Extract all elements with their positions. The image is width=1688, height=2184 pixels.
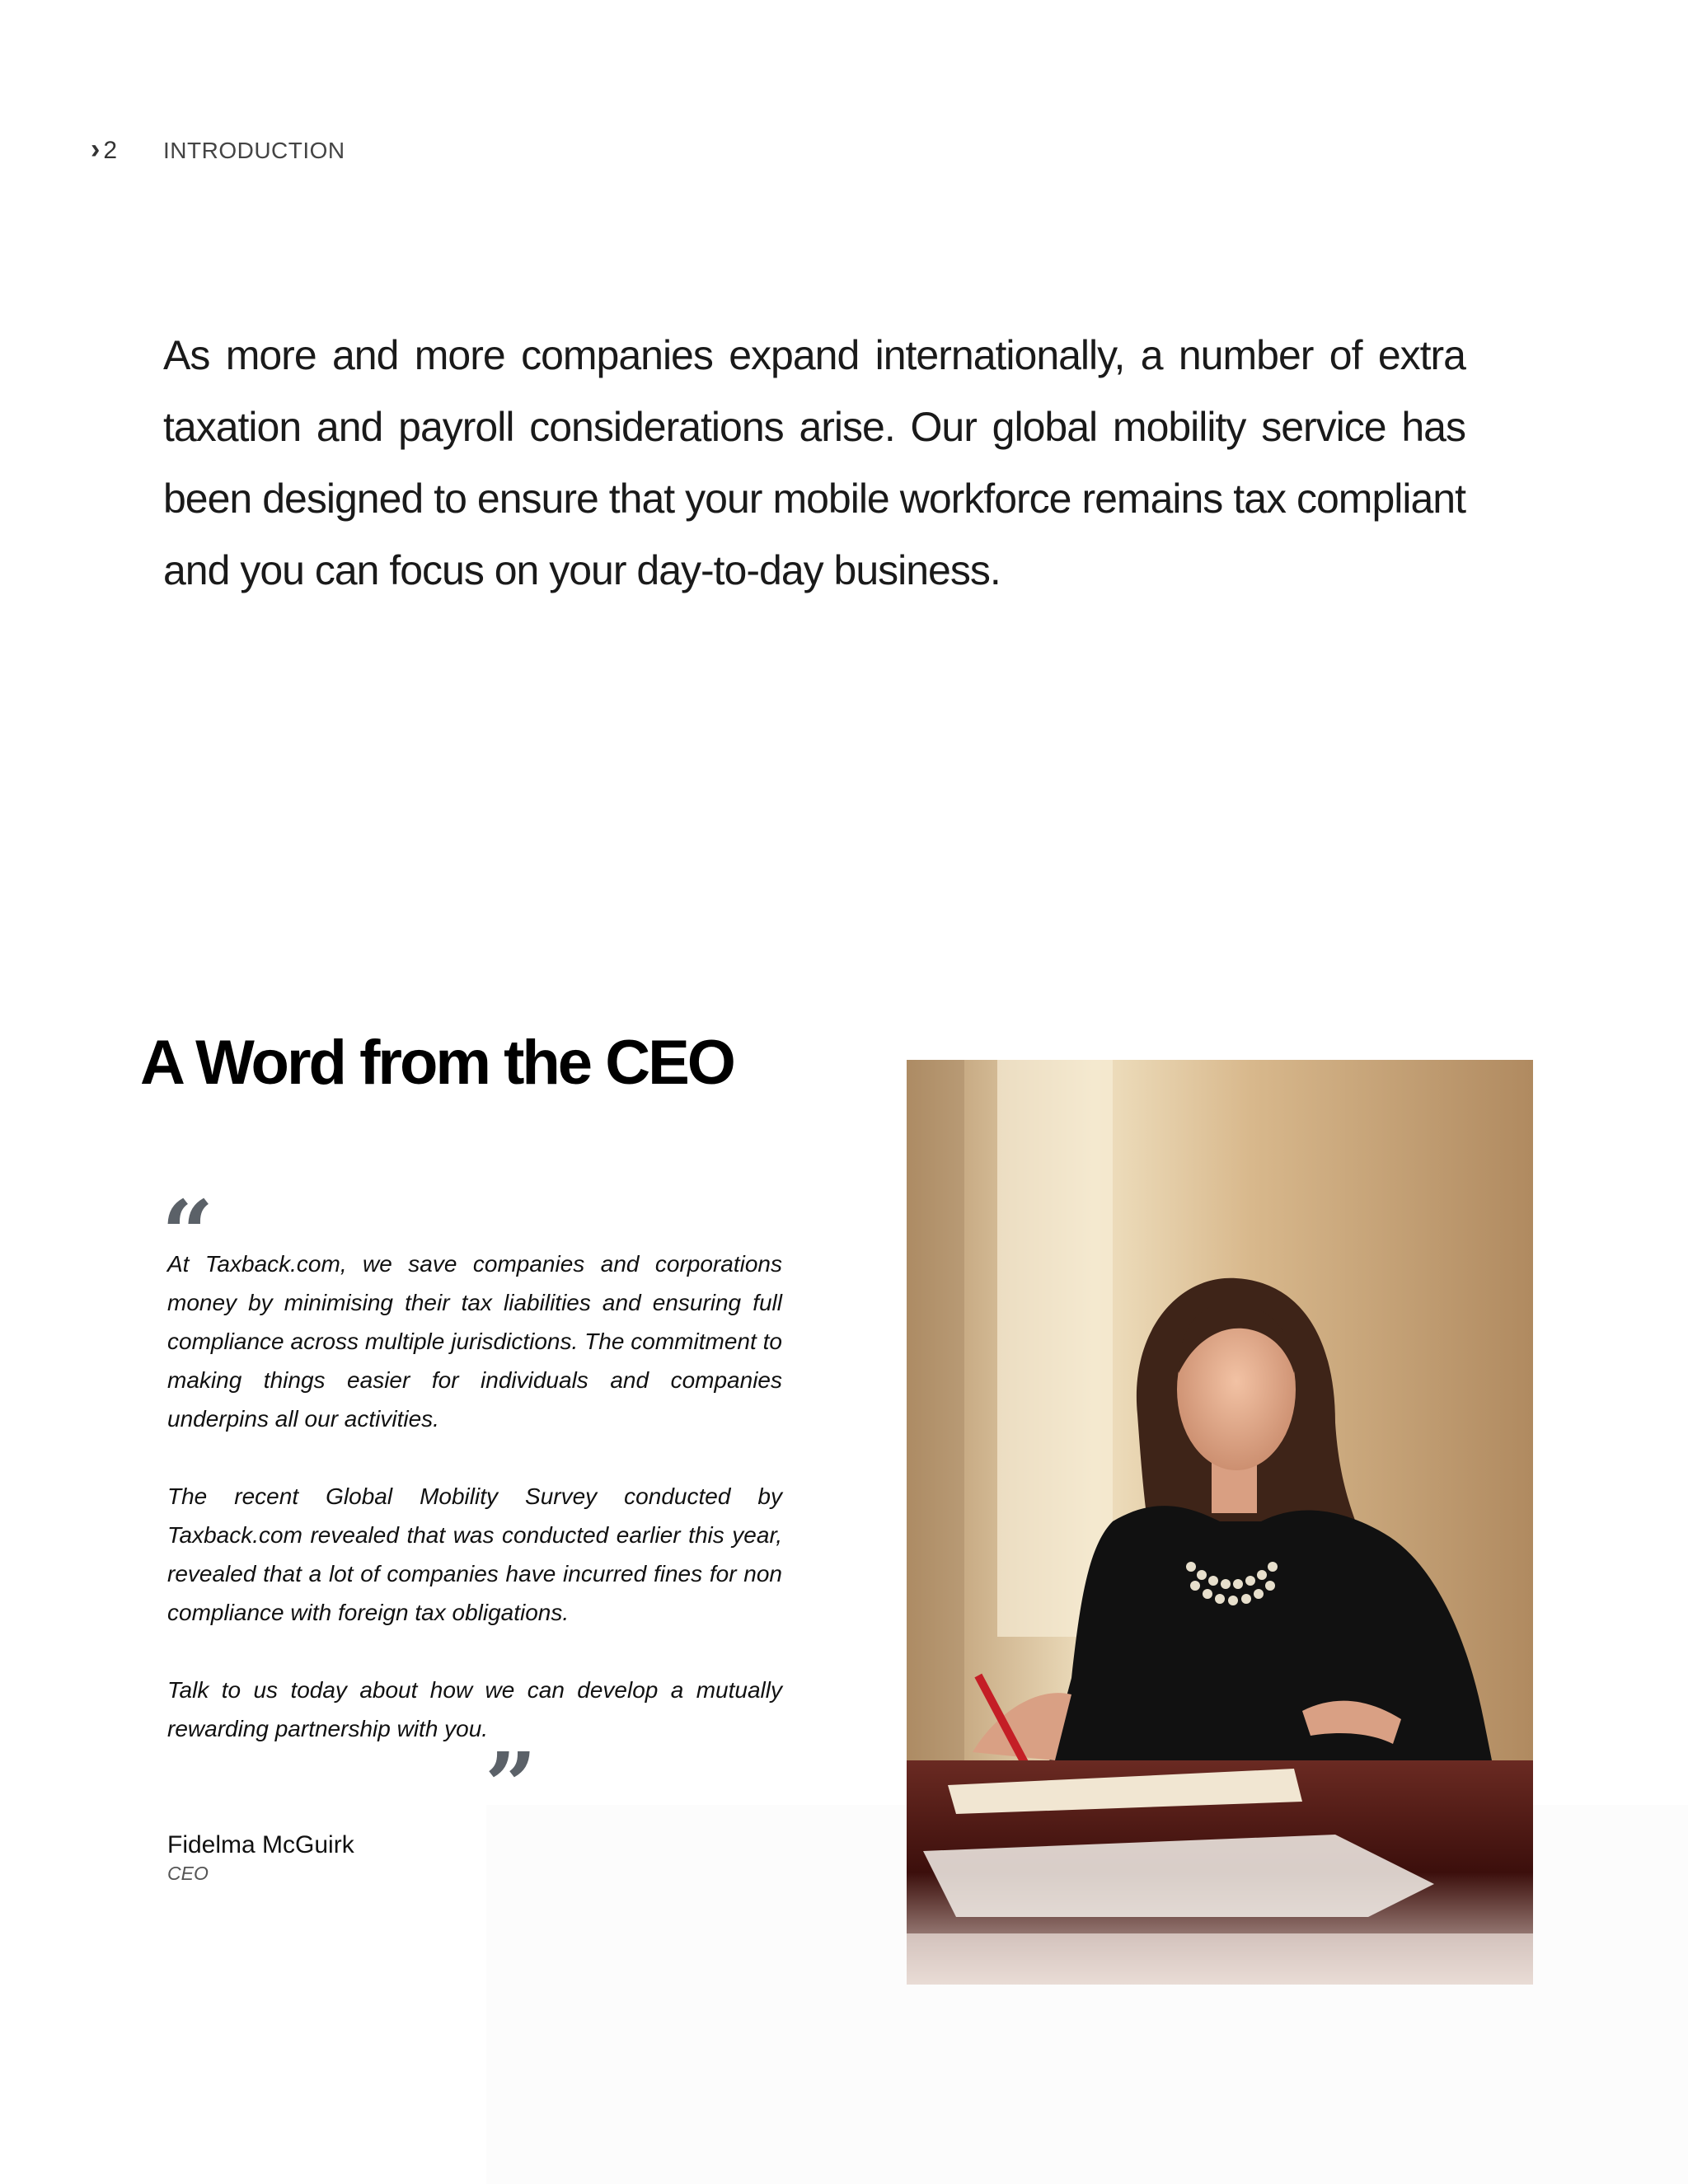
intro-paragraph: As more and more companies expand internationally, a number of extra taxation and payroll considerations arise. Our global mobility service has been designed to ensure that your mobile workforce remains tax compliant and you can focus on your day-to-day business. <box>163 332 1465 593</box>
ceo-quote <box>167 1244 782 1748</box>
page-header <box>91 130 345 171</box>
quote-paragraph: At Taxback.com, we save companies and corporations money by minimising their tax liabilities and ensuring full compliance across multiple jurisdictions. The commitment to making things easier for individuals and companies underpins all our activities. <box>167 1251 782 1432</box>
close-quote-icon: ” <box>485 1732 537 1839</box>
open-quote-icon: “ <box>162 1180 214 1286</box>
signature-title: CEO <box>167 1863 209 1884</box>
ceo-photo <box>907 1060 1533 1985</box>
chevron-right-icon: › <box>91 133 101 165</box>
section-title: INTRODUCTION <box>163 138 345 163</box>
quote-paragraph: The recent Global Mobility Survey conducted by Taxback.com revealed that was conducted earlier this year, revealed that a lot of companies have incurred fines for non compliance with foreign tax obligations. <box>167 1483 782 1625</box>
page-number-value: 2 <box>103 137 118 164</box>
signature-name: Fidelma McGuirk <box>167 1831 354 1858</box>
ceo-heading: A Word from the CEO <box>140 1028 734 1098</box>
page-number <box>91 135 163 167</box>
quote-paragraph: Talk to us today about how we can develop a mutually rewarding partnership with you. <box>167 1677 782 1741</box>
